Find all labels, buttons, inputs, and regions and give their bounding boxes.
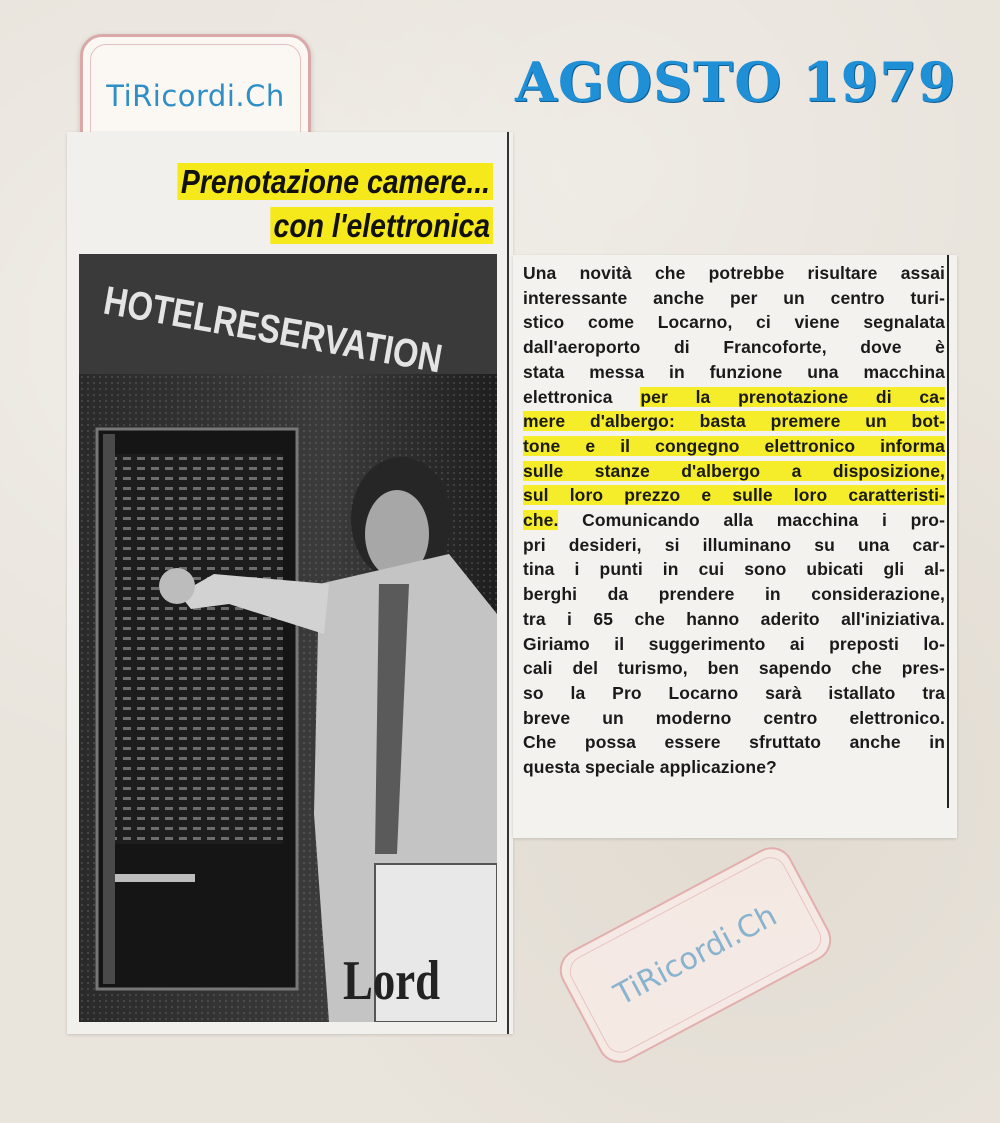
article-photo: [79, 254, 497, 1022]
article-text: Comunicando alla macchina i pro-: [558, 510, 945, 531]
article-line: [523, 335, 945, 360]
photo-sign-text: HOTELRESERVATION: [100, 277, 446, 382]
article-text: Una novità che potrebbe risultare assai: [523, 263, 945, 283]
article-line: [523, 434, 945, 459]
newspaper-clipping-photo-column: [67, 132, 513, 1034]
article-text: so la Pro Locarno sarà istallato tra: [523, 682, 945, 703]
article-line: [523, 310, 945, 335]
article-line: [523, 730, 945, 755]
article-line: [523, 632, 945, 657]
article-line: [523, 286, 945, 311]
article-line: [523, 533, 945, 558]
article-text: stico come Locarno, ci viene segnalata: [523, 312, 945, 333]
article-text: tina i punti in cui sono ubicati gli al-: [523, 559, 945, 580]
article-text: cali del turismo, ben sapendo che pres-: [523, 658, 945, 679]
article-line: [523, 385, 945, 410]
article-text: Che possa essere sfruttato anche in: [523, 732, 945, 753]
article-line: [523, 261, 945, 286]
article-line: [523, 360, 945, 385]
text-column-rule: [947, 255, 949, 808]
headline-line-1: Prenotazione camere...: [177, 163, 493, 200]
article-line: [523, 459, 945, 484]
article-text: pri desideri, si illuminano su una car-: [523, 534, 945, 555]
article-text: interessante anche per un centro turi-: [523, 287, 945, 308]
column-rule: [507, 132, 509, 1034]
article-line: [523, 681, 945, 706]
highlighted-text: tone e il congegno elettronico informa: [523, 435, 945, 456]
article-text: questa speciale applicazione?: [523, 757, 777, 778]
article-text: dall'aeroporto di Francoforte, dove è: [523, 337, 945, 358]
highlighted-text: per la prenotazione di ca-: [640, 386, 945, 407]
article-line: [523, 706, 945, 731]
article-text: elettronica: [523, 386, 641, 407]
article-line: [523, 483, 945, 508]
article-text: breve un moderno centro elettronico.: [523, 707, 945, 728]
site-logo-text: TiRicordi.Ch: [106, 79, 285, 113]
headline-line-2: con l'elettronica: [270, 207, 493, 244]
article-text: Giriamo il suggerimento ai preposti lo-: [523, 633, 945, 654]
article-line: [523, 409, 945, 434]
newspaper-clipping-text-column: [513, 255, 957, 838]
article-line: [523, 582, 945, 607]
date-heading: AGOSTO 1979: [515, 50, 957, 114]
article-line: [523, 508, 945, 533]
watermark-stamp: [552, 839, 839, 1070]
highlighted-text: sulle stanze d'albergo a disposizione,: [523, 460, 945, 481]
article-line: [523, 656, 945, 681]
article-line: [523, 557, 945, 582]
article-text: stata messa in funzione una macchina: [523, 361, 945, 382]
article-body: [523, 261, 945, 780]
highlighted-text: sul loro prezzo e sulle loro caratteristi-: [523, 485, 945, 506]
article-line: [523, 607, 945, 632]
article-text: berghi da prendere in considerazione,: [523, 584, 945, 605]
photo-bag-text: Lord: [343, 949, 441, 1012]
article-headline: [177, 160, 493, 248]
highlighted-text: che.: [523, 510, 559, 531]
article-line: [523, 755, 945, 780]
watermark-stamp-text: TiRicordi.Ch: [608, 897, 783, 1013]
article-text: tra i 65 che hanno aderito all'iniziativa.: [523, 608, 945, 629]
highlighted-text: mere d'albergo: basta premere un bot-: [523, 411, 945, 432]
